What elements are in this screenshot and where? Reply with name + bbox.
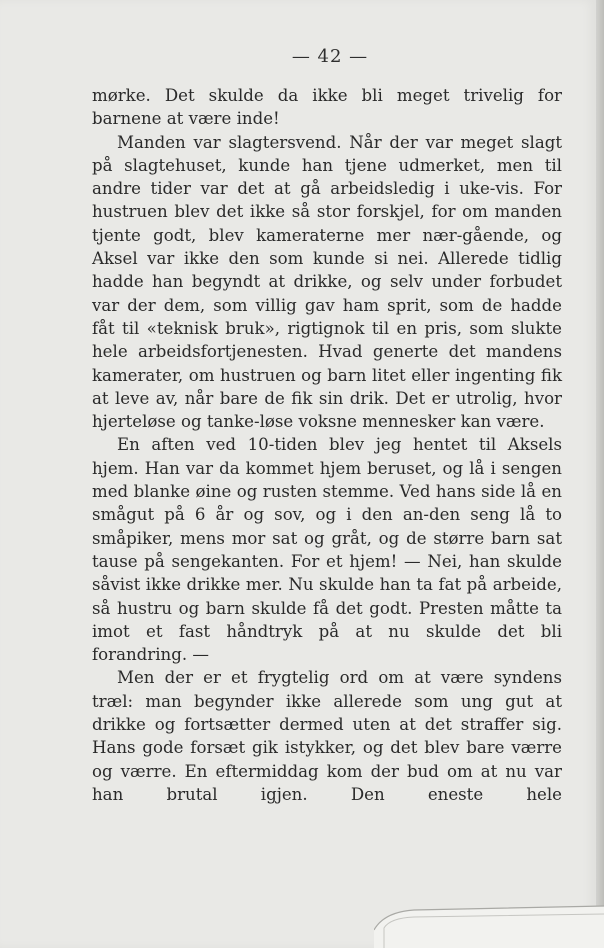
paragraph-4: Men der er et frygtelig ord om at være syndens træl: man begynder ikke allerede som ung gut at drikke og fortsætter dermed uten at det straffer sig. Hans gode forsæt gik istykker, og det blev bare værre og værre. En eftermiddag kom der bud om at nu var han brutal igjen. Den eneste hele (92, 668, 562, 804)
body-text (92, 84, 562, 806)
paragraph-1: mørke. Det skulde da ikke bli meget trivelig for barnene at være inde! (92, 86, 562, 129)
page-number: — 42 — (291, 46, 369, 67)
paragraph-2: Manden var slagtersvend. Når der var meget slagt på slagtehuset, kunde han tjene udmerket, men til andre tider var det at gå arbeidsledig i uke-vis. For hustruen blev det ikke så stor forskjel, for om manden tjente godt, blev kameraterne mer nær-gående, og Aksel var ikke den som kunde si nei. Allerede tidlig hadde han begyndt at drikke, og selv under forbudet var der dem, som villig gav ham sprit, som de hadde fåt til «teknisk bruk», rigtignok til en pris, som slukte hele arbeidsfortjenesten. Hvad generte det mandens kamerater, om hustruen og barn litet eller ingenting fik at leve av, når bare de fik sin drik. Det er utrolig, hvor hjerteløse og tanke-løse voksne mennesker kan være. (92, 132, 562, 432)
page-edge (596, 0, 604, 948)
paragraph-3: En aften ved 10-tiden blev jeg hentet til Aksels hjem. Han var da kommet hjem beruset, og lå i sengen med blanke øine og rusten stemme. Ved hans side lå en smågut på 6 år og sov, og i den an-den seng lå to småpiker, mens mor sat og gråt, og de større barn sat tause på sengekanten. For et hjem! — Nei, han skulde såvist ikke drikke mer. Nu skulde han ta fat på arbeide, så hustru og barn skulde få det godt. Presten måtte ta imot et fast håndtryk på at nu skulde det bli forandring. — (92, 435, 562, 665)
